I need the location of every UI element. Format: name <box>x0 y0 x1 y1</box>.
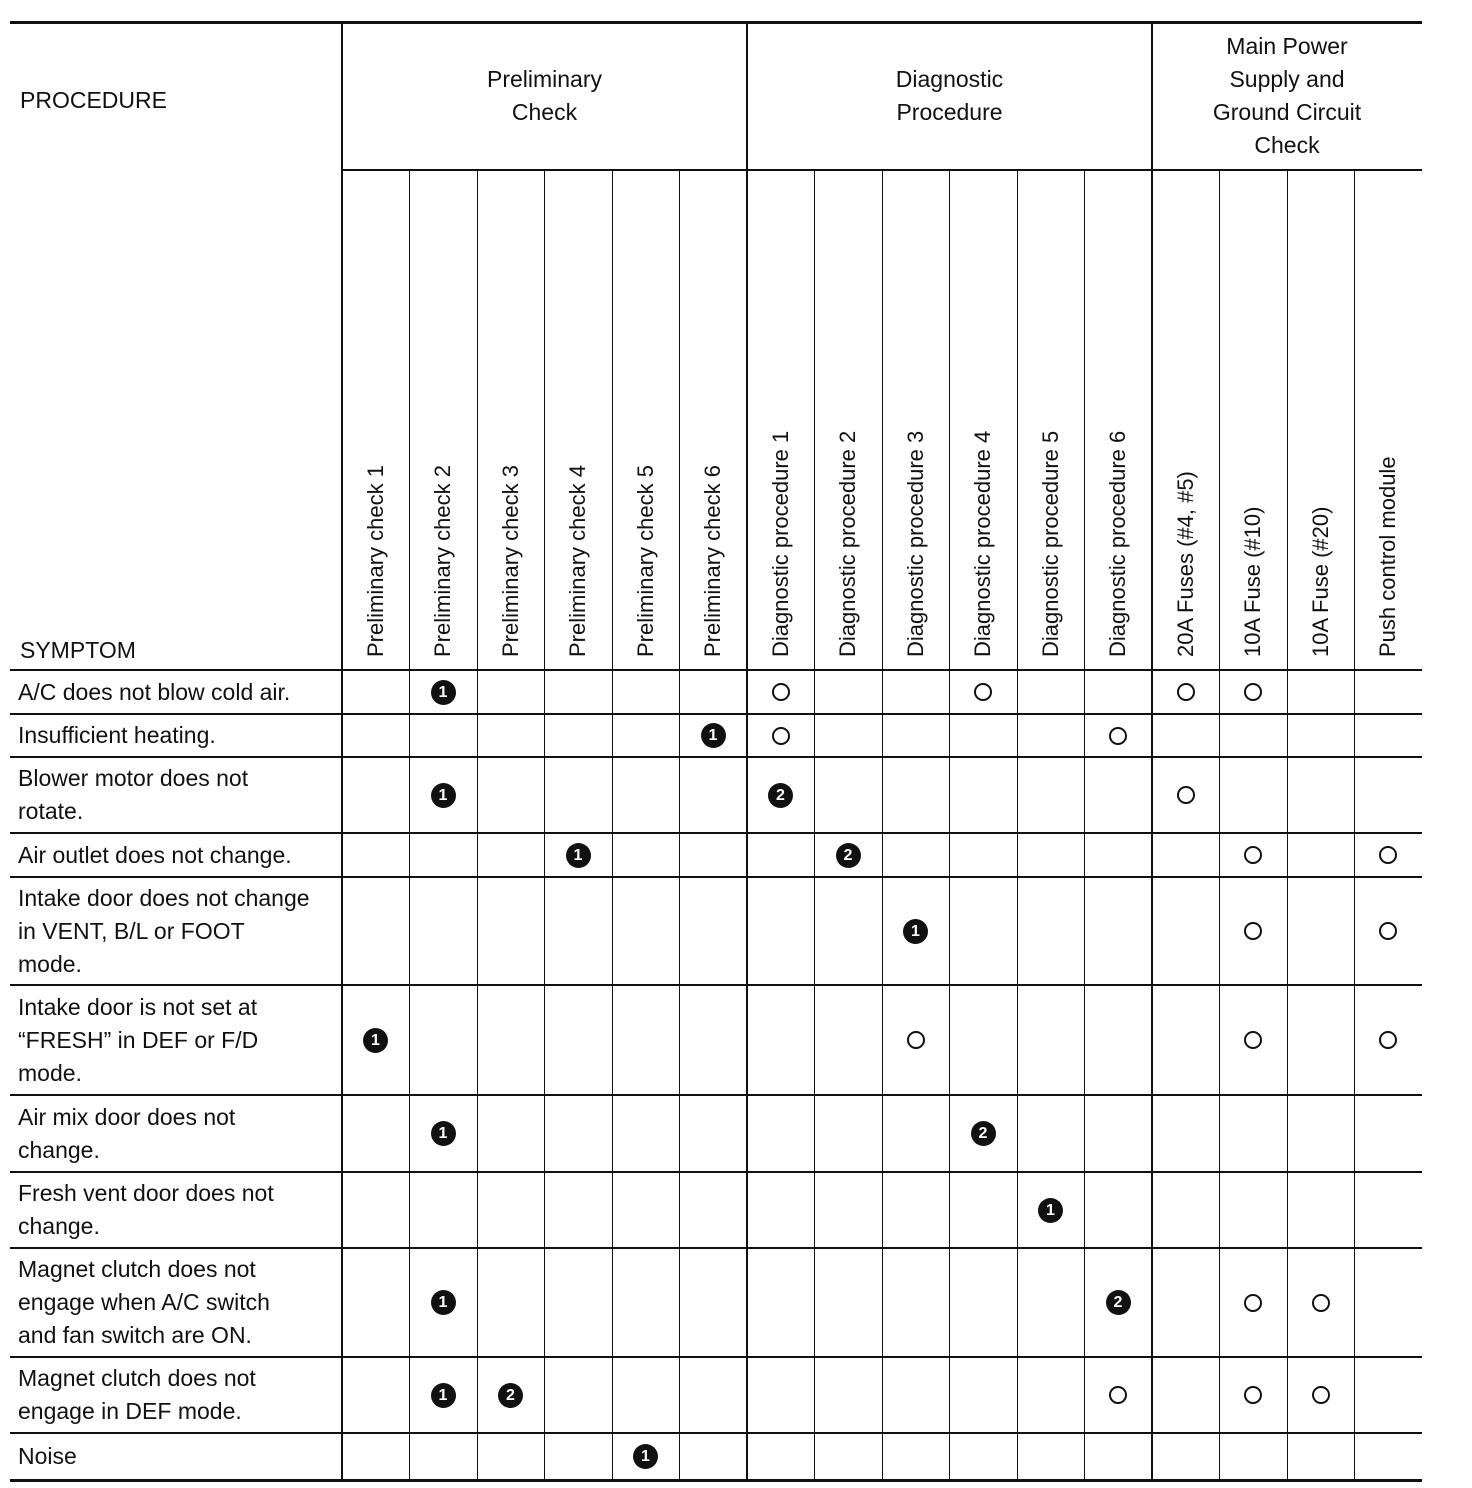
group-header-line: Preliminary <box>486 66 603 92</box>
symptom-line: change. <box>18 1213 100 1239</box>
check-marker <box>1177 683 1195 701</box>
priority-marker: 1 <box>1038 1198 1063 1223</box>
row-divider <box>10 832 1422 834</box>
priority-marker: 2 <box>498 1383 523 1408</box>
symptom-line: mode. <box>18 1059 82 1086</box>
group-header-line: Check <box>1254 132 1320 158</box>
symptom-column-divider <box>341 22 343 1480</box>
row-divider <box>10 1171 1422 1173</box>
symptom-cell <box>18 676 338 709</box>
column-divider <box>882 170 883 1480</box>
column-divider <box>612 170 613 1480</box>
group-header-line: Ground Circuit <box>1212 99 1362 125</box>
check-marker <box>1312 1294 1330 1312</box>
column-header-16: Push control module <box>1375 456 1400 657</box>
row-divider <box>10 984 1422 986</box>
check-marker <box>1379 922 1397 940</box>
column-header-1: Preliminary check 1 <box>362 465 388 657</box>
check-marker <box>1109 1386 1127 1404</box>
check-marker <box>974 683 992 701</box>
symptom-cell <box>18 1253 338 1352</box>
column-header-9: Diagnostic procedure 3 <box>902 430 928 657</box>
column-header-7: Diagnostic procedure 1 <box>767 430 793 657</box>
column-header-14: 10A Fuse (#10) <box>1240 506 1265 657</box>
row-divider <box>10 669 1422 671</box>
row-divider <box>10 1247 1422 1249</box>
column-divider <box>409 170 410 1480</box>
column-divider <box>679 170 680 1480</box>
check-marker <box>772 683 790 701</box>
row-divider <box>10 756 1422 758</box>
symptom-label: SYMPTOM <box>20 637 136 663</box>
check-marker <box>772 727 790 745</box>
check-marker <box>1379 1031 1397 1049</box>
row-divider <box>10 713 1422 715</box>
priority-marker: 2 <box>768 783 793 808</box>
check-marker <box>907 1031 925 1049</box>
check-marker <box>1244 683 1262 701</box>
priority-marker: 1 <box>431 1290 456 1315</box>
symptom-line: engage when A/C switch <box>18 1289 270 1315</box>
symptom-line: and fan switch are ON. <box>18 1322 252 1348</box>
row-divider <box>10 876 1422 878</box>
check-marker <box>1109 727 1127 745</box>
check-marker <box>1244 846 1262 864</box>
group-divider <box>1151 22 1153 1480</box>
symptom-cell <box>18 1177 338 1243</box>
column-header-12: Diagnostic procedure 6 <box>1105 430 1130 657</box>
symptom-line: Intake door is not set at <box>18 993 258 1020</box>
priority-marker: 1 <box>903 919 928 944</box>
priority-marker: 2 <box>836 843 861 868</box>
symptom-cell <box>18 762 338 828</box>
row-divider <box>10 1356 1422 1358</box>
column-divider <box>477 170 478 1480</box>
column-divider <box>1219 170 1220 1480</box>
row-divider <box>10 1094 1422 1096</box>
symptom-cell <box>18 1362 338 1428</box>
priority-marker: 1 <box>566 843 591 868</box>
column-header-8: Diagnostic procedure 2 <box>835 430 860 657</box>
symptom-line: Air mix door does not <box>18 1103 236 1130</box>
group-header-3 <box>1152 30 1422 162</box>
check-marker <box>1244 922 1262 940</box>
priority-marker: 1 <box>363 1028 388 1053</box>
symptom-line: A/C does not blow cold air. <box>18 678 291 705</box>
symptom-line: Noise <box>18 1443 77 1469</box>
column-header-13: 20A Fuses (#4, #5) <box>1172 471 1198 657</box>
priority-marker: 1 <box>431 1121 456 1146</box>
priority-marker: 1 <box>431 680 456 705</box>
priority-marker: 2 <box>971 1121 996 1146</box>
symptom-cell <box>18 1440 338 1473</box>
column-divider <box>1354 170 1355 1480</box>
symptom-line: rotate. <box>18 798 84 824</box>
symptom-line: Magnet clutch does not <box>18 1256 256 1282</box>
column-header-2: Preliminary check 2 <box>430 465 455 657</box>
group-header-1 <box>342 63 747 129</box>
check-marker <box>1177 786 1195 804</box>
symptom-line: in VENT, B/L or FOOT <box>18 917 245 944</box>
procedure-label: PROCEDURE <box>20 87 167 113</box>
group-header-line: Procedure <box>896 99 1003 125</box>
symptom-cell <box>18 839 338 872</box>
column-divider <box>949 170 950 1480</box>
column-header-4: Preliminary check 4 <box>565 465 590 657</box>
symptom-line: engage in DEF mode. <box>18 1398 242 1424</box>
group-header-line: Supply and <box>1229 66 1345 92</box>
column-divider <box>814 170 815 1480</box>
column-header-11: Diagnostic procedure 5 <box>1037 430 1063 657</box>
column-divider <box>544 170 545 1480</box>
symptom-cell <box>18 991 338 1090</box>
symptom-cell <box>18 1101 338 1167</box>
group-header-line: Main Power <box>1226 33 1348 59</box>
column-divider <box>1017 170 1018 1480</box>
group-header-line: Diagnostic <box>895 66 1004 92</box>
check-marker <box>1244 1294 1262 1312</box>
priority-marker: 2 <box>1106 1290 1131 1315</box>
symptom-line: Magnet clutch does not <box>18 1365 256 1391</box>
priority-marker: 1 <box>431 1383 456 1408</box>
symptom-line: Intake door does not change <box>18 884 310 911</box>
group-header-line: Check <box>511 99 578 125</box>
check-marker <box>1312 1386 1330 1404</box>
column-divider <box>1084 170 1085 1480</box>
symptom-line: Blower motor does not <box>18 765 249 791</box>
check-marker <box>1244 1031 1262 1049</box>
symptom-line: Insufficient heating. <box>18 722 216 748</box>
column-header-15: 10A Fuse (#20) <box>1307 506 1333 657</box>
group-divider <box>746 22 748 1480</box>
check-marker <box>1379 846 1397 864</box>
column-header-10: Diagnostic procedure 4 <box>970 430 995 657</box>
symptom-line: Air outlet does not change. <box>18 841 292 868</box>
column-header-5: Preliminary check 5 <box>632 465 658 657</box>
symptom-line: mode. <box>18 950 82 977</box>
group-header-2 <box>747 63 1152 129</box>
symptom-cell <box>18 882 338 981</box>
column-header-3: Preliminary check 3 <box>497 465 523 657</box>
column-divider <box>1287 170 1288 1480</box>
priority-marker: 1 <box>701 723 726 748</box>
symptom-line: change. <box>18 1136 100 1163</box>
priority-marker: 1 <box>431 783 456 808</box>
bottom-border <box>10 1479 1422 1482</box>
symptom-cell <box>18 719 338 752</box>
symptom-line: “FRESH” in DEF or F/D <box>18 1026 259 1053</box>
top-border <box>10 21 1422 24</box>
column-header-6: Preliminary check 6 <box>700 465 725 657</box>
symptom-line: Fresh vent door does not <box>18 1180 274 1206</box>
priority-marker: 1 <box>633 1444 658 1469</box>
check-marker <box>1244 1386 1262 1404</box>
row-divider <box>10 1432 1422 1434</box>
